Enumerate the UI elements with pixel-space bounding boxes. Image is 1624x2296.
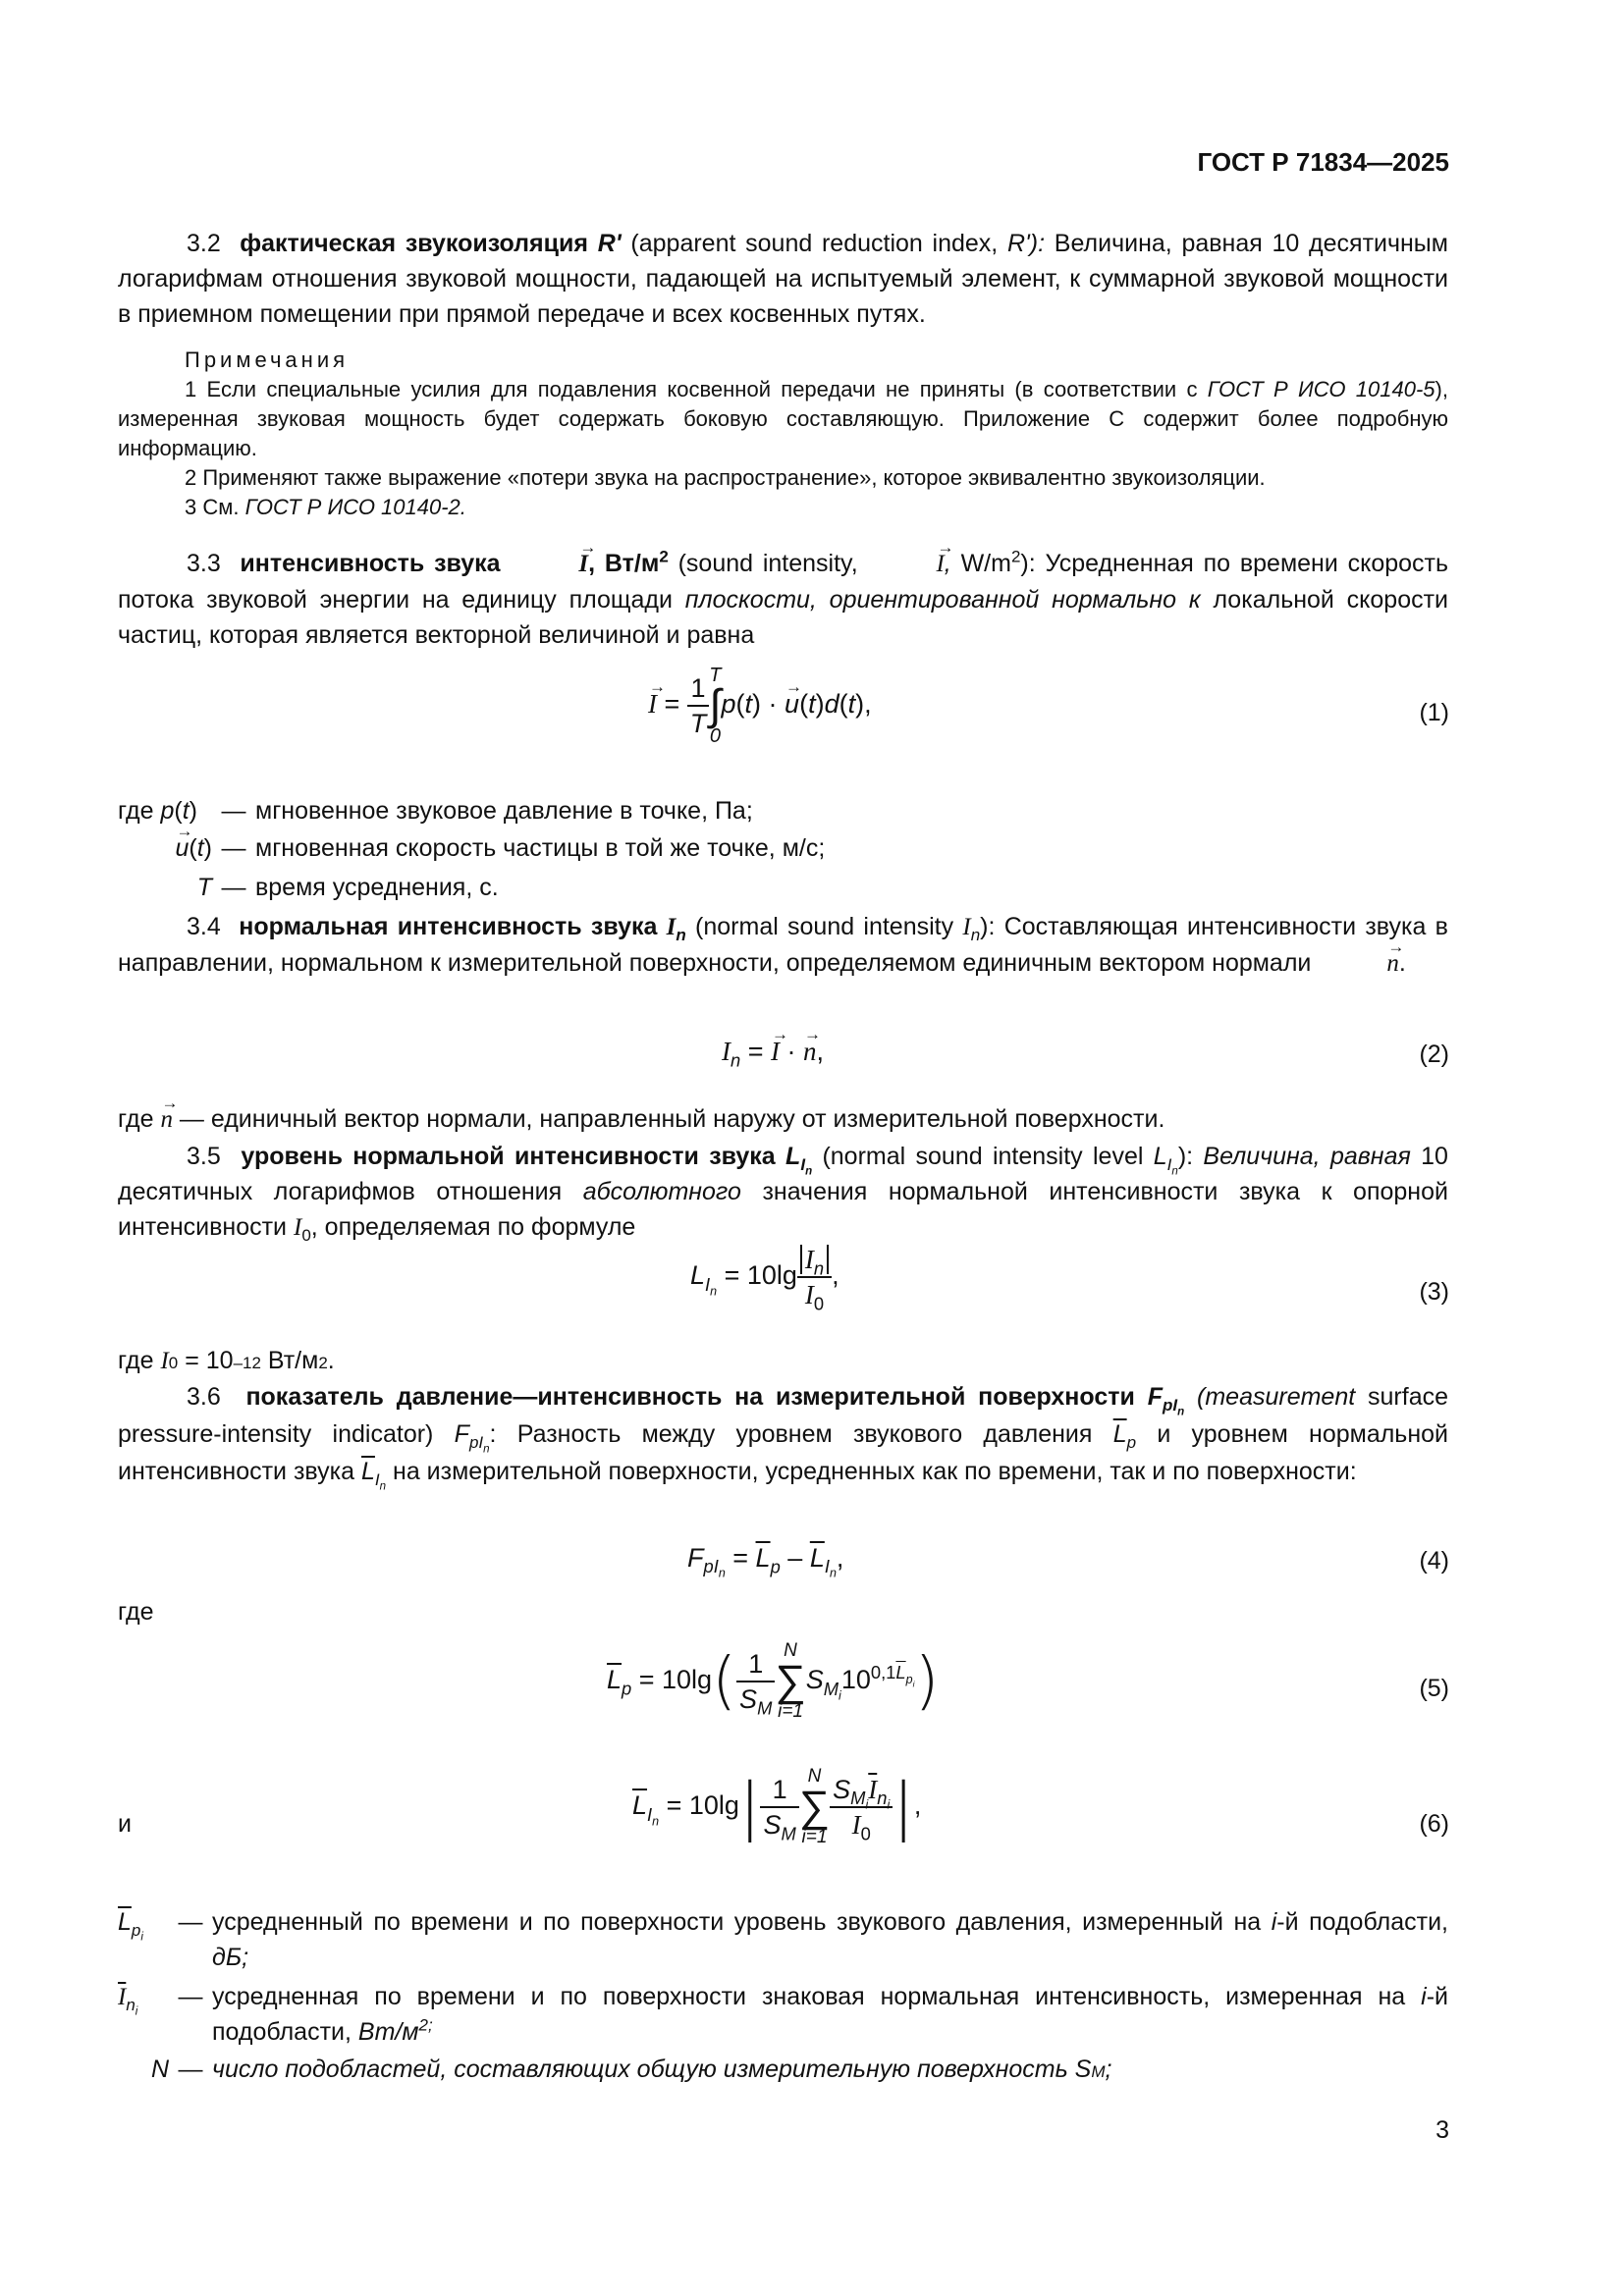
term-symbol: I (666, 914, 677, 940)
section-3-3: 3.3 интенсивность звука → I, $Вт/м^2$ (sound intensity, → I, $W/m^2$): Усредненная по времени скорость потока звуковой энергии на единицу площади плоскости, ориентированной нормально к локальной скорости частиц, которая является векторной величиной и равна (118, 546, 1448, 653)
legend-text: усредненная по времени и по поверхности знаковая нормальная интенсивность, измеренная на (212, 1983, 1406, 2010)
note-1-reference: ГОСТ Р ИСО 10140-5 (1207, 377, 1435, 401)
legend-text-2: -й подобласти, (212, 1983, 1448, 2046)
page-number: 3 (1435, 2116, 1449, 2144)
term: фактическая звукоизоляция (240, 230, 588, 257)
formula-5: $\overline{L}_p = 10\lg$( $\frac{1}{S_M}$ N ∑ i=1 $S_{M_i}10^{0,1\overline{L}_{p_i}}$) (607, 1640, 940, 1722)
legend-unit-exponent: 2; (418, 2015, 433, 2035)
equation-number-5: (5) (1419, 1675, 1449, 1702)
formula-6: $\overline{L}_{I_n} = 10\lg|$ $\frac{1}{S_M}$ N ∑ i=1 $\frac{S_{M_i}\overline{I}_{n_i}}{I_0}$ |, (632, 1766, 922, 1847)
note-3-reference: ГОСТ Р ИСО 10140-2. (244, 495, 466, 519)
definition: 10 десятичных логарифмов отношения (118, 1143, 1448, 1205)
notes-title: Примечания (185, 347, 350, 372)
legend-where: где (118, 797, 154, 825)
clause-number: 3.6 (187, 1383, 221, 1411)
reference-intensity: где I 0 = 10 –12 Вт/м 2 . (118, 1343, 335, 1379)
legend-text: усредненный по времени и по поверхности уровень звукового давления, измеренный на (212, 1908, 1262, 1936)
definition-end: локальной скорости частиц, которая является векторной величиной и равна (118, 586, 1449, 649)
legend-row-n-count: N — число подобластей, составляющих общую измерительную поверхность S M ; (118, 2052, 1111, 2087)
section-3-4: 3.4 нормальная интенсивность звука $I_n$ (normal sound intensity $I_n$): Составляющая интенсивности звука в направлении, нормальном к измерительной поверхности, определяемом единичным вектором нормали → n. (118, 909, 1448, 982)
legend-text: время усреднения, с. (255, 874, 499, 901)
term-english-unit: W/m (960, 550, 1011, 577)
definition: Усредненная по времени скорость потока звуковой энергии на единицу площади (118, 550, 1449, 614)
legend-row-u: → u(t) — мгновенная скорость частицы в той же точке, м/с; (118, 830, 825, 866)
definition-2: и уровнем нормальной интенсивности звука (118, 1420, 1449, 1485)
term: нормальная интенсивность звука (239, 913, 658, 940)
term-unit: Вт/м (604, 550, 660, 577)
formula-4: $F_{pI_n} = \overline{L}_p - \overline{L}_{I_n}$, (687, 1543, 844, 1581)
term: интенсивность звука (240, 550, 501, 577)
clause-number: 3.3 (187, 550, 221, 577)
section-3-5: 3.5 уровень нормальной интенсивности звука $L_{I_n}$ (normal sound intensity level $L_{I_n}$): Величина, равная 10 десятичных логарифмов отношения абсолютного значения нормальной интенсивности звука к опорной интенсивности $I_0$, определяемая по формуле (118, 1143, 1448, 1245)
legend-symbol: N (150, 2056, 169, 2083)
note-1-text-end: ), измеренная звуковая мощность будет содержать боковую составляющую. Приложение С содержит более подробную информацию. (118, 377, 1448, 460)
term-english-close: ): (1020, 550, 1036, 577)
note-2: 2 Применяют также выражение «потери звука на распространение», которое эквивалентно звукоизоляции. (185, 465, 1266, 490)
term-english-close: ): (980, 913, 996, 940)
definition: Составляющая интенсивности звука в направлении, нормальном к измерительной поверхности, определяемом единичным вектором нормали (118, 913, 1448, 977)
equation-number-4: (4) (1419, 1547, 1449, 1575)
equation-number-1: (1) (1419, 699, 1449, 726)
legend-unit: дБ; (212, 1944, 249, 1971)
definition-italic-2: абсолютного (582, 1178, 741, 1205)
legend-row-n: где → n — единичный вектор нормали, направленный наружу от измерительной поверхности. (118, 1101, 1164, 1138)
standard-header: ГОСТ Р 71834—2025 (1197, 147, 1449, 177)
clause-number: 3.2 (187, 230, 221, 257)
term-english: (normal sound intensity (695, 913, 954, 940)
term-english: (apparent sound reduction index, (630, 230, 999, 257)
term-english: (sound intensity, (677, 550, 858, 577)
term-english-close: ): (1177, 1143, 1194, 1170)
definition: Величина, равная 10 десятичным логарифмам отношения звуковой мощности, падающей на испытуемый элемент, к суммарной звуковой мощности в приемном помещении при прямой передаче и всех косвенных путях. (118, 230, 1448, 328)
legend-text-2: -й подобласти, (1276, 1908, 1449, 1936)
legend-index: i (1271, 1908, 1277, 1936)
term-english-symbol: R' (1006, 230, 1030, 257)
legend-row-in: $\overline{I}_{n_i}$ — усредненная по времени и по поверхности знаковая нормальная интенсивность, измеренная на i-й подобласти, $Вт/м^{2;}$ (118, 1983, 1448, 2046)
definition-end: , определяемая по формуле (310, 1213, 636, 1241)
definition: : Разность между уровнем звукового давления (489, 1420, 1093, 1448)
term-english-symbol: → I (867, 547, 944, 582)
term-symbol: R' (597, 230, 622, 257)
term-symbol-sub: n (676, 926, 686, 944)
term-symbol: → I (510, 547, 588, 582)
definition-end: на измерительной поверхности, усредненных как по времени, так и по поверхности: (393, 1458, 1357, 1485)
section-3-6: 3.6 показатель давление—интенсивность на измерительной поверхности $F_{pI_n}$ (measurement surface pressure-intensity indicator) $F_{pI_n}$: Разность между уровнем звукового давления $\overline{L}_p$ и уровнем нормальной интенсивности звука $\overline{L}_{I_n}$ на измерительной поверхности, усредненных как по времени, так и по поверхности: (118, 1383, 1449, 1493)
legend-text: мгновенная скорость частицы в той же точке, м/с; (255, 834, 826, 862)
legend-text: мгновенное звуковое давление в точке, Па; (255, 797, 753, 825)
legend-index: i (1421, 1983, 1427, 2010)
formula-2: $I_n$ = → I · → n, (722, 1035, 824, 1068)
ref-where: где (118, 1347, 154, 1374)
legend-where: где (118, 1105, 154, 1133)
note-3 (185, 493, 1451, 522)
section-3-2 (118, 226, 1448, 332)
legend-symbol: T (196, 874, 212, 901)
equation-number-3: (3) (1419, 1278, 1449, 1306)
legend-row-lp: $\overline{L}_{p_i}$ — усредненный по времени и по поверхности уровень звукового давления, измеренный на i-й подобласти, дБ; (118, 1908, 1449, 1971)
clause-number: 3.5 (187, 1143, 221, 1170)
term-english-close: ): (1029, 230, 1046, 257)
definition-2: значения нормальной интенсивности звука к опорной интенсивности (118, 1178, 1448, 1241)
equation-number-2: (2) (1419, 1041, 1449, 1068)
formula-1: → I = $\frac{1}{T}$ T ∫ 0 p(t) · → u(t)d(t), (648, 666, 872, 746)
definition-italic: плоскости, ориентированной нормально к (684, 586, 1201, 614)
clause-number: 3.4 (187, 913, 221, 940)
term-english: (normal sound intensity level (822, 1143, 1144, 1170)
term-unit-exponent: 2 (659, 547, 669, 566)
legend-text: — единичный вектор нормали, направленный наружу от измерительной поверхности. (179, 1105, 1165, 1133)
term: уровень нормальной интенсивности звука (241, 1143, 776, 1170)
formula-3: $L_{I_n} = 10\lg$ $\frac{I_n}{I_0}$ , (690, 1245, 839, 1314)
legend-row-t: T — время усреднения, с. (118, 870, 499, 905)
legend-unit: Вт/м (357, 2018, 419, 2046)
definition-italic: Величина, равная (1203, 1143, 1411, 1170)
term: показатель давление—интенсивность на измерительной поверхности (245, 1383, 1135, 1411)
term-english-italic: (measurement (1197, 1383, 1356, 1411)
ref-unit: Вт/м (267, 1347, 319, 1374)
ref-value: = 10 (185, 1347, 234, 1374)
where-label: где (118, 1598, 154, 1626)
and-label: и (118, 1810, 132, 1838)
note-3-text: 3 См. (185, 495, 240, 519)
equation-number-6: (6) (1419, 1810, 1449, 1838)
legend-text: число подобластей, составляющих общую измерительную поверхность (212, 2056, 1068, 2083)
note-1 (118, 375, 1448, 463)
legend-row-p: где p(t) — мгновенное звуковое давление в точке, Па; (118, 793, 753, 828)
term-english: surface pressure-intensity indicator) (118, 1383, 1449, 1448)
ref-end: . (327, 1347, 335, 1374)
note-1-text: 1 Если специальные усилия для подавления косвенной передачи не приняты (в соответствии с (185, 377, 1198, 401)
